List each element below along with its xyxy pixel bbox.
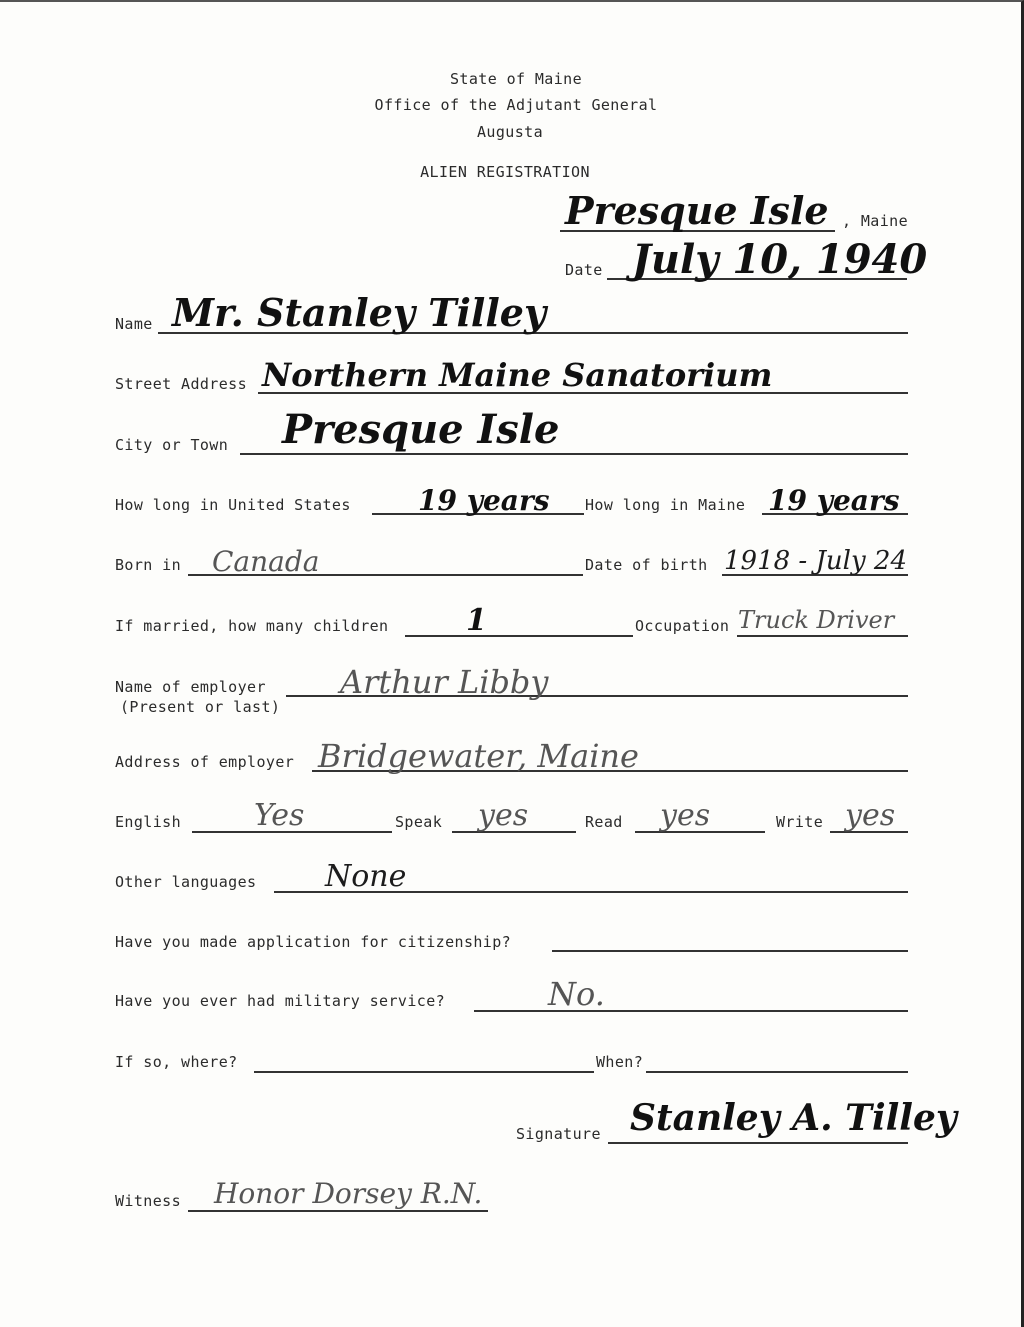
place-suffix: , Maine xyxy=(842,212,909,230)
occupation-value[interactable]: Truck Driver xyxy=(738,606,895,634)
employer-address-label: Address of employer xyxy=(115,753,295,771)
occupation-line xyxy=(737,635,908,637)
born-in-value[interactable]: Canada xyxy=(212,545,320,578)
date-of-birth-label: Date of birth xyxy=(585,556,708,574)
employer-label: Name of employer xyxy=(115,678,266,696)
english-value[interactable]: Yes xyxy=(254,798,305,833)
header-city: Augusta xyxy=(476,123,544,141)
street-address-value[interactable]: Northern Maine Sanatorium xyxy=(262,356,773,394)
witness-line xyxy=(188,1210,488,1212)
date-label: Date xyxy=(565,261,603,279)
how-long-maine-value[interactable]: 19 years xyxy=(768,484,900,517)
place-value[interactable]: Presque Isle xyxy=(565,188,829,233)
date-of-birth-value[interactable]: 1918 - July 24 xyxy=(724,546,908,576)
other-languages-label: Other languages xyxy=(115,873,257,891)
header-office: Office of the Adjutant General xyxy=(374,96,658,114)
military-label: Have you ever had military service? xyxy=(115,992,446,1010)
english-label: English xyxy=(115,813,182,831)
read-value[interactable]: yes xyxy=(660,798,711,833)
speak-label: Speak xyxy=(395,813,443,831)
employer-value[interactable]: Arthur Libby xyxy=(340,663,549,701)
name-value[interactable]: Mr. Stanley Tilley xyxy=(172,290,547,335)
how-long-us-value[interactable]: 19 years xyxy=(418,484,550,517)
signature-line xyxy=(608,1142,908,1144)
name-label: Name xyxy=(115,315,153,333)
occupation-label: Occupation xyxy=(635,617,730,635)
write-label: Write xyxy=(776,813,824,831)
street-address-label: Street Address xyxy=(115,375,248,393)
other-languages-value[interactable]: None xyxy=(325,859,407,894)
if-so-where-label: If so, where? xyxy=(115,1053,238,1071)
children-line xyxy=(405,635,633,637)
write-value[interactable]: yes xyxy=(845,798,896,833)
read-label: Read xyxy=(585,813,623,831)
city-line xyxy=(240,453,908,455)
witness-value[interactable]: Honor Dorsey R.N. xyxy=(214,1177,483,1210)
speak-value[interactable]: yes xyxy=(478,798,529,833)
when-label: When? xyxy=(596,1053,644,1071)
born-in-label: Born in xyxy=(115,556,182,574)
signature-value[interactable]: Stanley A. Tilley xyxy=(630,1097,957,1139)
form-title: ALIEN REGISTRATION xyxy=(420,163,590,181)
employer-address-value[interactable]: Bridgewater, Maine xyxy=(318,737,639,775)
header-state: State of Maine xyxy=(449,70,583,88)
how-long-maine-label: How long in Maine xyxy=(585,496,746,514)
children-label: If married, how many children xyxy=(115,617,389,635)
when-line xyxy=(646,1071,908,1073)
children-value[interactable]: 1 xyxy=(466,603,487,638)
military-line xyxy=(474,1010,908,1012)
witness-label: Witness xyxy=(115,1192,182,1210)
employer-sublabel: (Present or last) xyxy=(120,698,281,716)
military-value[interactable]: No. xyxy=(548,975,605,1013)
city-value[interactable]: Presque Isle xyxy=(282,406,560,453)
city-label: City or Town xyxy=(115,436,229,454)
signature-label: Signature xyxy=(516,1125,601,1143)
citizenship-label: Have you made application for citizenship? xyxy=(115,933,512,951)
how-long-us-label: How long in United States xyxy=(115,496,351,514)
if-so-where-line xyxy=(254,1071,594,1073)
citizenship-line xyxy=(552,950,908,952)
date-value[interactable]: July 10, 1940 xyxy=(632,236,928,283)
